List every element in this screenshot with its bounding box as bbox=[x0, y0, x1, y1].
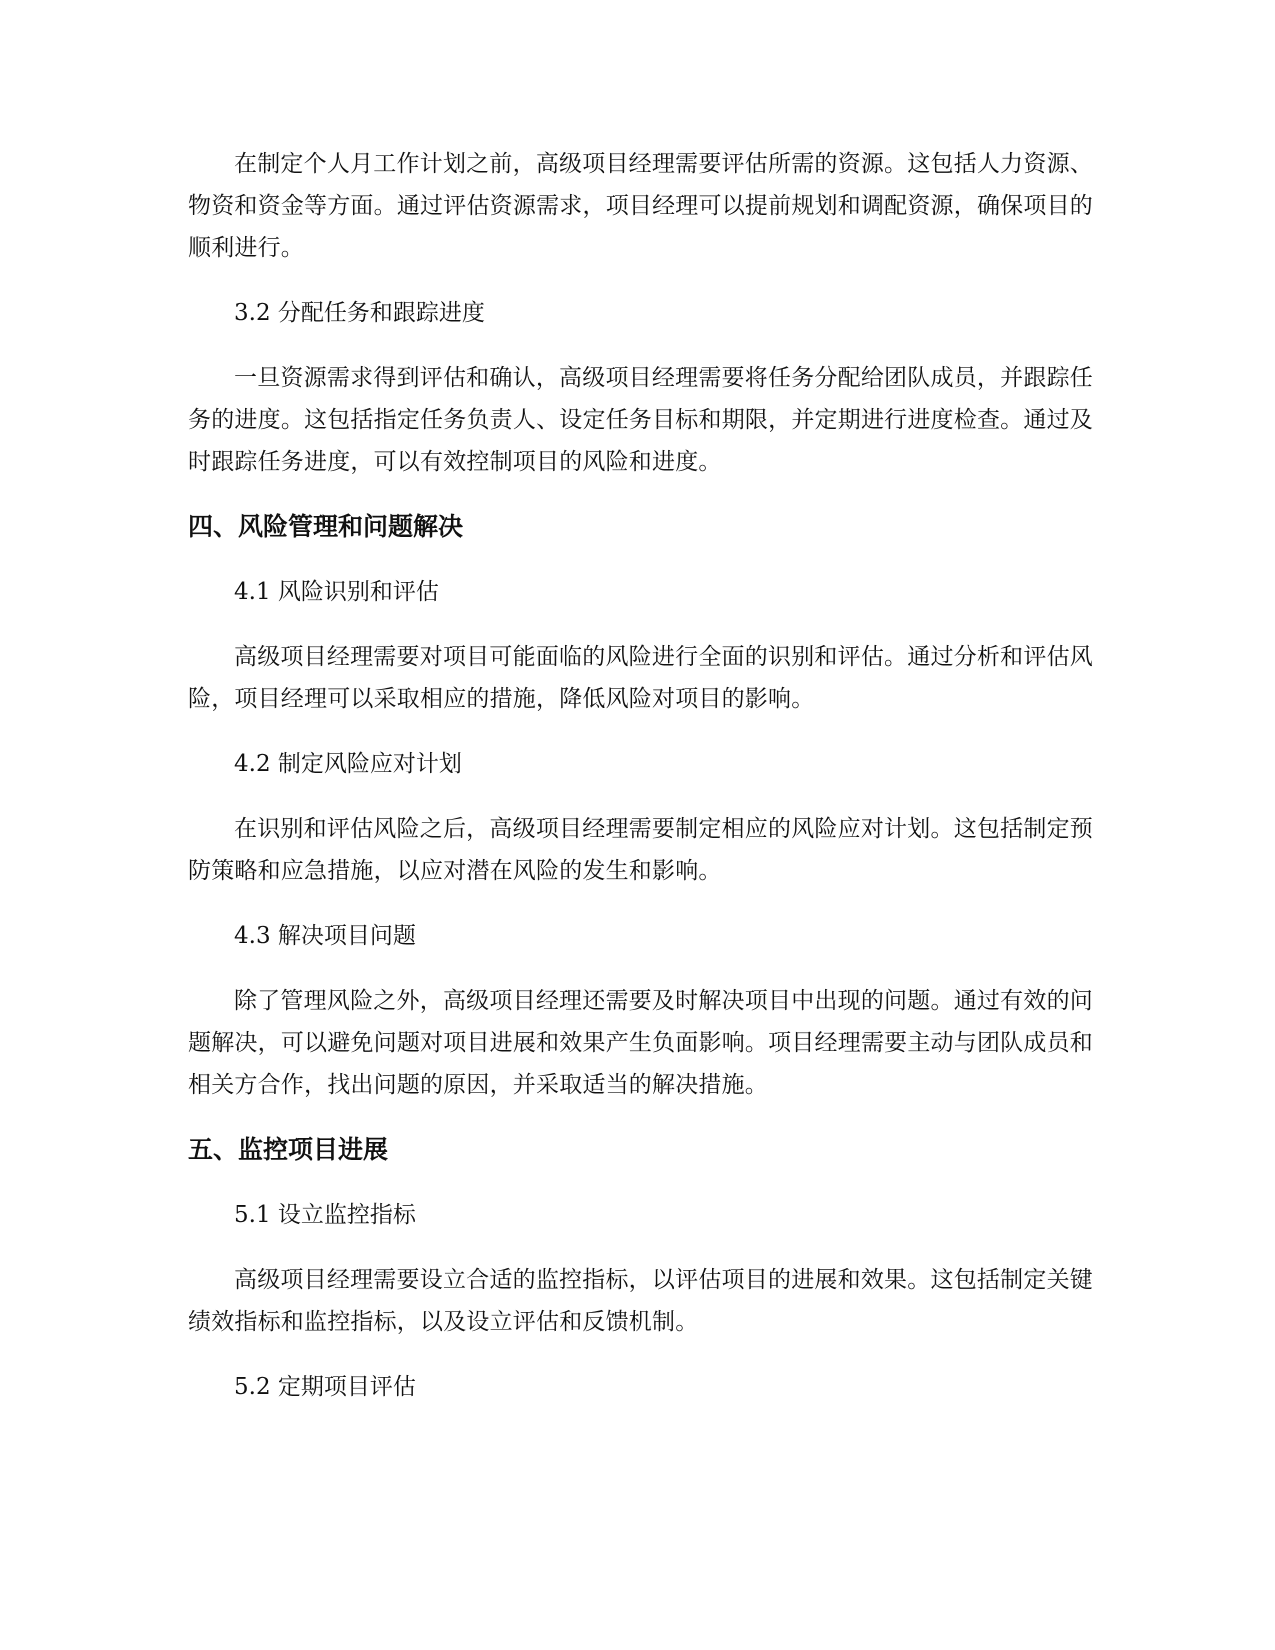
spacer bbox=[188, 892, 1093, 915]
paragraph-resource-assessment: 在制定个人月工作计划之前，高级项目经理需要评估所需的资源。这包括人力资源、物资和资金等方面。通过评估资源需求，项目经理可以提前规划和调配资源，确保项目的顺利进行。 bbox=[188, 151, 1093, 261]
paragraph-monitoring-indicators: 高级项目经理需要设立合适的监控指标，以评估项目的进展和效果。这包括制定关键绩效指标和监控指标，以及设立评估和反馈机制。 bbox=[188, 1267, 1093, 1335]
subheading-5-1: 5.1 设立监控指标 bbox=[234, 1202, 416, 1228]
spacer bbox=[188, 1106, 1093, 1129]
spacer bbox=[188, 548, 1093, 571]
paragraph-risk-identification: 高级项目经理需要对项目可能面临的风险进行全面的识别和评估。通过分析和评估风险，项目经理可以采取相应的措施，降低风险对项目的影响。 bbox=[188, 644, 1093, 712]
spacer bbox=[188, 1236, 1093, 1259]
document-page bbox=[188, 143, 1093, 1408]
spacer bbox=[188, 720, 1093, 743]
spacer bbox=[188, 785, 1093, 808]
heading-section-5: 五、监控项目进展 bbox=[188, 1135, 389, 1164]
paragraph-task-assignment: 一旦资源需求得到评估和确认，高级项目经理需要将任务分配给团队成员，并跟踪任务的进度。这包括指定任务负责人、设定任务目标和期限，并定期进行进度检查。通过及时跟踪任务进度，可以有效控制项目的风险和进度。 bbox=[188, 365, 1093, 475]
paragraph-problem-solving: 除了管理风险之外，高级项目经理还需要及时解决项目中出现的问题。通过有效的问题解决，可以避免问题对项目进展和效果产生负面影响。项目经理需要主动与团队成员和相关方合作，找出问题的原因，并采取适当的解决措施。 bbox=[188, 988, 1093, 1098]
subheading-5-2: 5.2 定期项目评估 bbox=[234, 1374, 416, 1400]
subheading-4-2: 4.2 制定风险应对计划 bbox=[234, 751, 462, 777]
heading-section-4: 四、风险管理和问题解决 bbox=[188, 512, 464, 541]
subheading-4-1: 4.1 风险识别和评估 bbox=[234, 579, 439, 605]
spacer bbox=[188, 483, 1093, 506]
spacer bbox=[188, 1171, 1093, 1194]
spacer bbox=[188, 613, 1093, 636]
spacer bbox=[188, 957, 1093, 980]
paragraph-risk-response-plan: 在识别和评估风险之后，高级项目经理需要制定相应的风险应对计划。这包括制定预防策略和应急措施，以应对潜在风险的发生和影响。 bbox=[188, 816, 1093, 884]
spacer bbox=[188, 1343, 1093, 1366]
spacer bbox=[188, 334, 1093, 357]
spacer bbox=[188, 269, 1093, 292]
subheading-3-2: 3.2 分配任务和跟踪进度 bbox=[234, 300, 485, 326]
subheading-4-3: 4.3 解决项目问题 bbox=[234, 923, 416, 949]
